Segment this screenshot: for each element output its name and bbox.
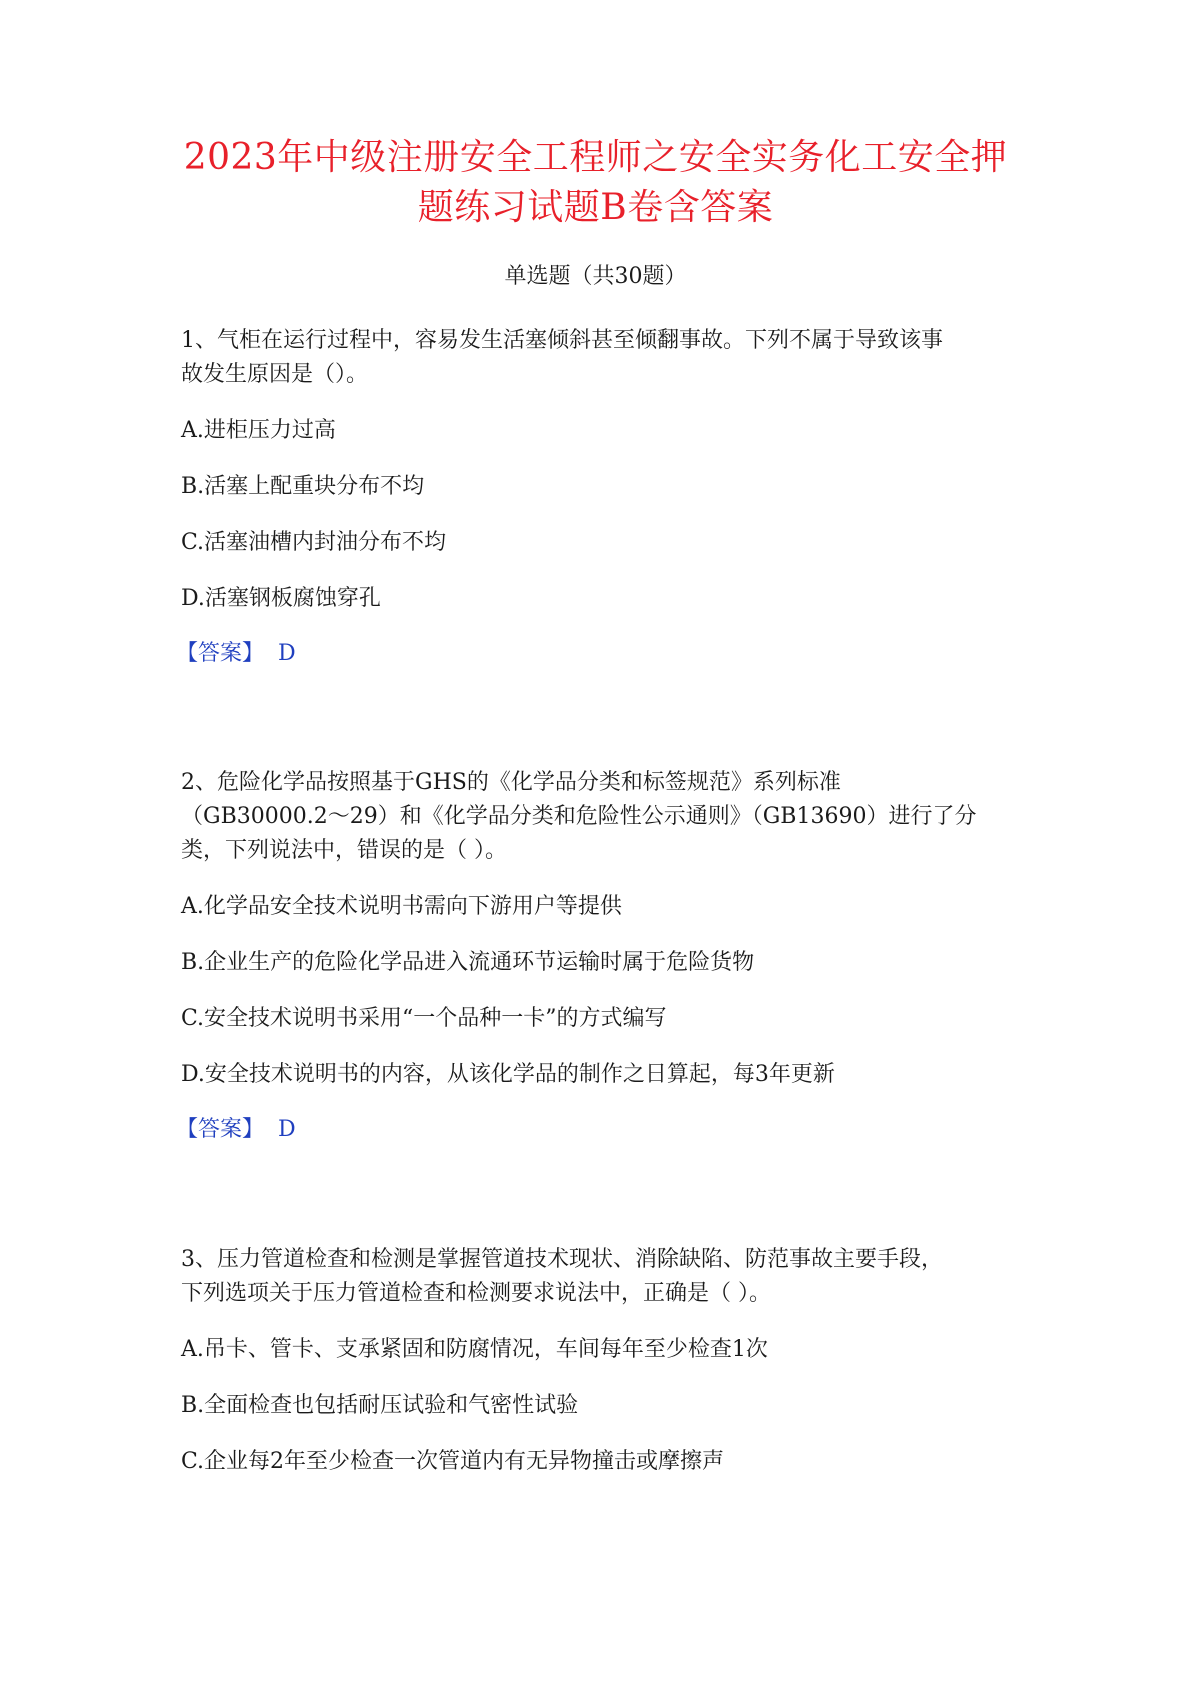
question-1-stem-line-1: 1、气柜在运行过程中，容易发生活塞倾斜甚至倾翻事故。下列不属于导致该事 [181,328,943,353]
question-2-answer [176,1115,296,1145]
question-3-stem-line-2: 下列选项关于压力管道检查和检测要求说法中，正确是（ ）。 [181,1281,771,1306]
answer-value: D [278,641,296,666]
question-1-option-c: C.活塞油槽内封油分布不均 [181,530,447,555]
question-3-stem-line-1: 3、压力管道检查和检测是掌握管道技术现状、消除缺陷、防范事故主要手段， [181,1247,943,1272]
question-3-option-a: A.吊卡、管卡、支承紧固和防腐情况，车间每年至少检查1次 [181,1337,768,1362]
question-3-option-c: C.企业每2年至少检查一次管道内有无异物撞击或摩擦声 [181,1449,725,1474]
question-2-option-b: B.企业生产的危险化学品进入流通环节运输时属于危险货物 [181,950,755,975]
question-1-stem-line-2: 故发生原因是（）。 [181,362,369,387]
question-1-option-b: B.活塞上配重块分布不均 [181,474,425,499]
question-3-option-b: B.全面检查也包括耐压试验和气密性试验 [181,1393,579,1418]
question-1-option-d: D.活塞钢板腐蚀穿孔 [181,586,381,611]
question-1-option-a: A.进柜压力过高 [181,418,336,443]
question-2-option-c: C.安全技术说明书采用“一个品种一卡”的方式编写 [181,1006,667,1031]
document-title-line-2: 题练习试题B卷含答案 [417,187,774,228]
answer-value: D [278,1117,296,1142]
document-title-line-1: 2023年中级注册安全工程师之安全实务化工安全押 [183,137,1008,178]
answer-label: 【答案】 [176,1117,265,1142]
document-title [150,133,1041,233]
question-2-stem-line-2: （GB30000.2～29）和《化学品分类和危险性公示通则》（GB13690）进行了分 [181,804,977,829]
answer-label: 【答案】 [176,641,265,666]
section-heading: 单选题（共30题） [504,264,687,289]
question-2-option-d: D.安全技术说明书的内容，从该化学品的制作之日算起，每3年更新 [181,1062,835,1087]
question-2-stem-line-3: 类，下列说法中，错误的是（ ）。 [181,838,507,863]
question-1-answer [176,639,296,669]
question-2-option-a: A.化学品安全技术说明书需向下游用户等提供 [181,894,622,919]
question-2-stem-line-1: 2、危险化学品按照基于GHS的《化学品分类和标签规范》系列标准 [181,770,841,795]
